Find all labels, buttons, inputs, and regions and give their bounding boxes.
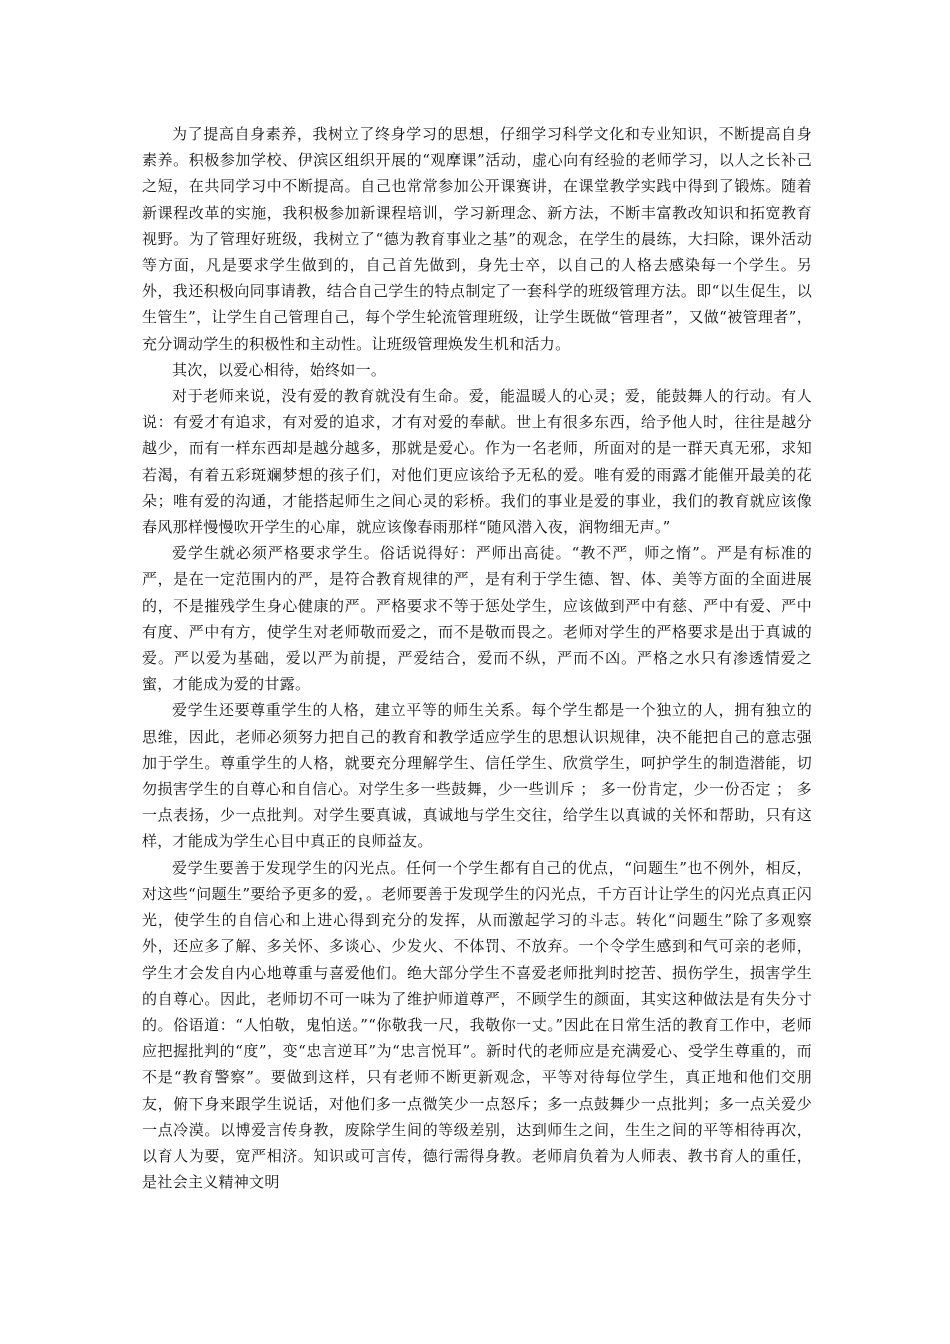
paragraph-find-strengths: 爱学生要善于发现学生的闪光点。任何一个学生都有自己的优点，“问题生”也不例外，相反，对这些“问题生”要给予更多的爱，。老师要善于发现学生的闪光点，千方百计让学生的闪光点真正闪光，使学生的自信心和上进心得到充分的发挥，从而激起学习的斗志。转化“问题生”除了多观察外，还应多了解、多关怀、多谈心、少发火、不体罚、不放弃。一个令学生感到和气可亲的老师，学生才会发自内心地尊重与喜爱他们。绝大部分学生不喜爱老师批判时挖苦、损伤学生，损害学生的自尊心。因此，老师切不可一味为了维护师道尊严，不顾学生的颜面，其实这种做法是有失分寸的。俗语道：“人怕敬，鬼怕送。”“你敬我一尺，我敬你一丈。”因此在日常生活的教育工作中，老师应把握批判的“度”，变“忠言逆耳”为“忠言悦耳”。新时代的老师应是充满爱心、受学生尊重的，而不是“教育警察”。要做到这样，只有老师不断更新观念，平等对待每位学生，真正地和他们交朋友，俯下身来跟学生说话，对他们多一点微笑少一点怒斥；多一点鼓舞少一点批判；多一点关爱少一点冷漠。以博爱言传身教，废除学生间的等级差别，达到师生之间，生生之间的平等相待再次，以育人为要，宽严相济。知识或可言传，德行需得身教。老师肩负着为人师表、教书育人的重任，是社会主义精神文明 [142,858,812,1192]
paragraph-respect-personality: 爱学生还要尊重学生的人格，建立平等的师生关系。每个学生都是一个独立的人，拥有独立的思维，因此，老师必须努力把自己的教育和教学适应学生的思想认识规律，决不能把自己的意志强加于学生。尊重学生的人格，就要充分理解学生、信任学生、欣赏学生，呵护学生的制造潜能，切勿损害学生的自尊心和自信心。对学生多一些鼓舞，少一些训斥 ； 多一份肯定，少一份否定 ； 多一点表扬，少一点批判。对学生要真诚，真诚地与学生交往，给学生以真诚的关怀和帮助，只有这样，才能成为学生心目中真正的良师益友。 [142,701,812,851]
paragraph-self-improvement: 为了提高自身素养，我树立了终身学习的思想，仔细学习科学文化和专业知识，不断提高自身素养。积极参加学校、伊滨区组织开展的“观摩课”活动，虚心向有经验的老师学习，以人之长补己之短，在共同学习中不断提高。自己也常常参加公开课赛讲，在课堂教学实践中得到了锻炼。随着新课程改革的实施，我积极参加新课程培训，学习新理念、新方法，不断丰富教改知识和拓宽教育视野。为了管理好班级，我树立了“德为教育事业之基”的观念，在学生的晨练，大扫除，课外活动等方面，凡是要求学生做到的，自己首先做到，身先士卒，以自己的人格去感染每一个学生。另外，我还积极向同事请教，结合自己学生的特点制定了一套科学的班级管理方法。即“以生促生，以生管生”，让学生自己管理自己，每个学生轮流管理班级，让学生既做“管理者”，又做“被管理者”，充分调动学生的积极性和主动性。让班级管理焕发生机和活力。 [142,125,812,353]
paragraph-love-education: 对于老师来说，没有爱的教育就没有生命。爱，能温暖人的心灵；爱，能鼓舞人的行动。有人说：有爱才有追求，有对爱的追求，才有对爱的奉献。世上有很多东西，给予他人时，往往是越分越少，而有一样东西却是越分越多，那就是爱心。作为一名老师，所面对的是一群天真无邪，求知若渴，有着五彩斑斓梦想的孩子们，对他们更应该给予无私的爱。唯有爱的雨露才能催开最美的花朵；唯有爱的沟通，才能搭起师生之间心灵的彩桥。我们的事业是爱的事业，我们的教育就应该像春风那样慢慢吹开学生的心扉，就应该像春雨那样“随风潜入夜，润物细无声。” [142,387,812,537]
paragraph-strict-requirements: 爱学生就必须严格要求学生。俗话说得好：严师出高徒。“教不严，师之惰”。严是有标准的严，是在一定范围内的严，是符合教育规律的严，是有利于学生德、智、体、美等方面的全面进展的，不是摧残学生身心健康的严。严格要求不等于惩处学生，应该做到严中有慈、严中有爱、严中有度、严中有方，使学生对老师敬而爱之，而不是敬而畏之。老师对学生的严格要求是出于真诚的爱。严以爱为基础，爱以严为前提，严爱结合，爱而不纵，严而不凶。严格之水只有渗透情爱之蜜，才能成为爱的甘露。 [142,544,812,694]
paragraph-love-heading: 其次，以爱心相待，始终如一。 [172,360,387,379]
document-body [142,121,812,1195]
